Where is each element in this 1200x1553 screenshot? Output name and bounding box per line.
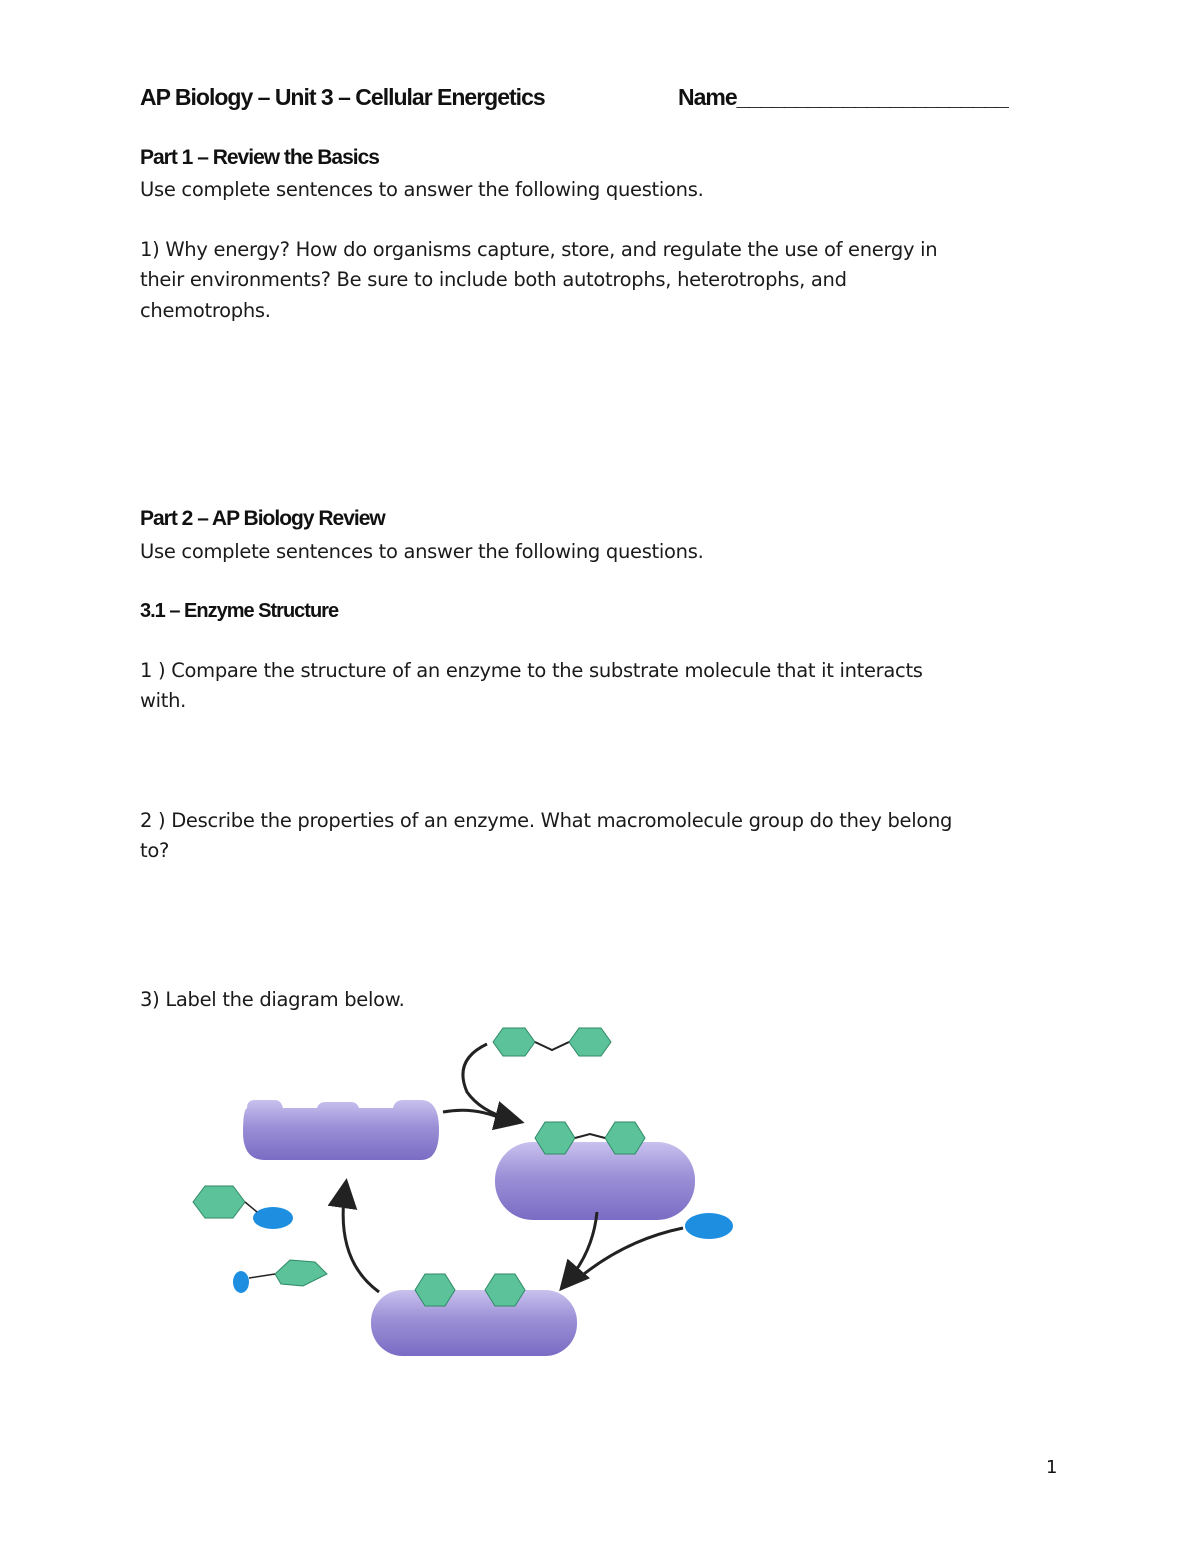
name-field[interactable]: Name_______________________ (678, 84, 1008, 110)
arrow-complex-to-products (567, 1212, 597, 1282)
page-title: AP Biology – Unit 3 – Cellular Energetics (140, 84, 545, 110)
part2-instructions: Use complete sentences to answer the following questions. (140, 540, 704, 563)
product-left-top (193, 1186, 293, 1229)
part2-heading: Part 2 – AP Biology Review (140, 507, 385, 530)
page-number: 1 (1046, 1457, 1058, 1478)
arrow-product-release (343, 1190, 379, 1292)
arrow-enzyme-to-complex (443, 1110, 505, 1120)
enzyme-free (243, 1100, 439, 1160)
enzyme-cycle-diagram (185, 1020, 745, 1365)
part2-q1-line: with. (140, 689, 187, 712)
part2-q2-line: to? (140, 839, 170, 862)
part2-q1-line: 1 ) Compare the structure of an enzyme to the substrate molecule that it interacts (140, 659, 923, 682)
part1-q1-line: chemotrophs. (140, 299, 271, 322)
part2-q2-line: 2 ) Describe the properties of an enzyme. What macromolecule group do they belong (140, 809, 953, 832)
arrow-cofactor-entry (579, 1228, 683, 1278)
part1-q1-line: their environments? Be sure to include both autotrophs, heterotrophs, and (140, 268, 847, 291)
part1-heading: Part 1 – Review the Basics (140, 146, 379, 169)
part1-instructions: Use complete sentences to answer the following questions. (140, 178, 704, 201)
enzyme-substrate-complex (495, 1122, 695, 1220)
part1-q1-line: 1) Why energy? How do organisms capture, store, and regulate the use of energy in (140, 238, 938, 261)
product-left-bottom (233, 1260, 327, 1293)
section-heading: 3.1 – Enzyme Structure (140, 600, 339, 622)
substrate-molecule (493, 1028, 611, 1056)
part2-q3: 3) Label the diagram below. (140, 988, 405, 1011)
cofactor-molecule (685, 1213, 733, 1239)
enzyme-product-complex (371, 1274, 577, 1356)
